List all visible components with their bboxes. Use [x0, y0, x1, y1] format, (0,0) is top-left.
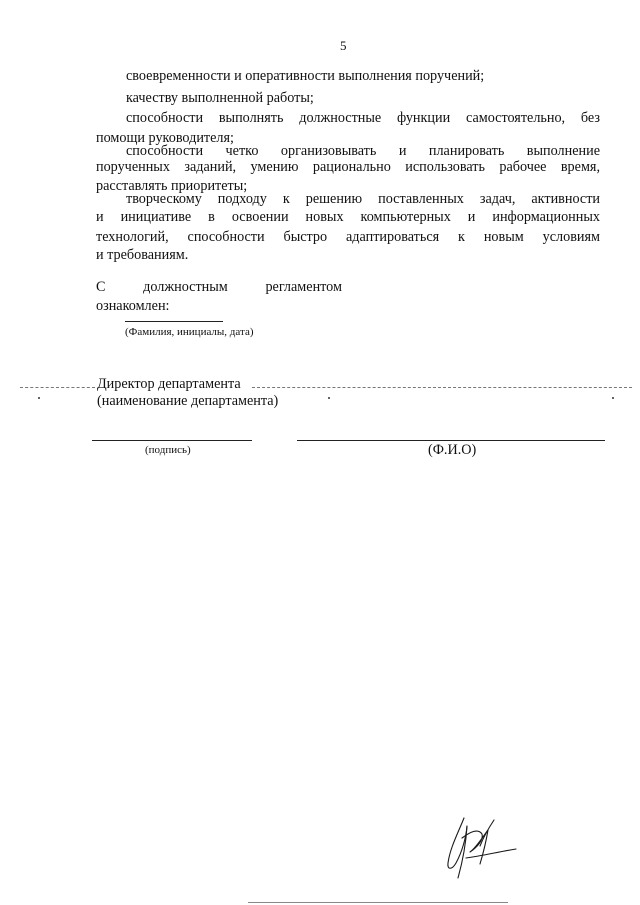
page-number: 5: [340, 38, 347, 53]
dashed-line-right: [252, 387, 632, 388]
ack-line1: С должностным регламентом: [96, 279, 342, 295]
name-caption: (Ф.И.О): [428, 442, 477, 458]
item-timeliness: своевременности и оперативности выполнения поручений;: [126, 68, 485, 84]
scan-edge: [248, 902, 508, 903]
item-planning-line3: расставлять приоритеты;: [96, 178, 248, 194]
item-creativity-line1: творческому подходу к решению поставленных задач, активности: [126, 191, 600, 207]
item-planning-line2: порученных заданий, умению рационально использовать рабочее время,: [96, 159, 600, 175]
signature-line: [92, 440, 252, 441]
item-independence-line1: способности выполнять должностные функции самостоятельно, без: [126, 110, 600, 126]
item-independence-line2: помощи руководителя;: [96, 130, 234, 146]
ack-line2: ознакомлен:: [96, 298, 170, 314]
item-planning-line1: способности четко организовывать и планировать выполнение: [126, 143, 600, 159]
speck: [38, 397, 40, 399]
director-department: (наименование департамента): [97, 393, 279, 409]
speck: [612, 397, 614, 399]
director-title: Директор департамента: [97, 376, 241, 392]
ack-caption: (Фамилия, инициалы, дата): [125, 326, 254, 338]
item-creativity-line2: и инициативе в освоении новых компьютерных и информационных: [96, 209, 600, 225]
dashed-line-left: [20, 387, 95, 388]
speck: [328, 397, 330, 399]
ack-signature-line: [125, 321, 223, 322]
signature-caption: (подпись): [145, 444, 191, 456]
item-creativity-line3: технологий, способности быстро адаптироваться к новым условиям: [96, 229, 600, 245]
item-quality: качеству выполненной работы;: [126, 90, 314, 106]
item-creativity-line4: и требованиям.: [96, 247, 189, 263]
handwritten-signature: [436, 808, 526, 888]
